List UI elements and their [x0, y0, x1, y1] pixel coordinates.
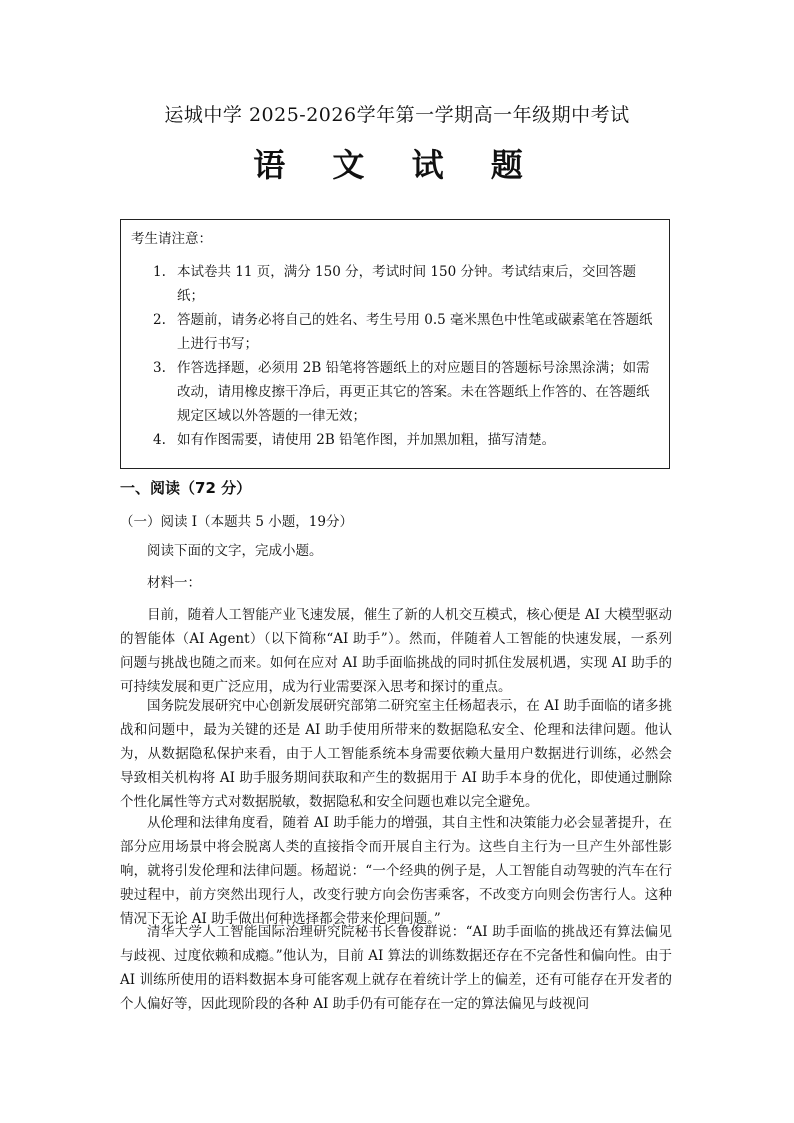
- reading-instruction: 阅读下面的文字，完成小题。: [147, 543, 323, 559]
- notice-item-text: 本试卷共 11 页，满分 150 分，考试时间 150 分钟。考试结束后，交回答题纸；: [177, 264, 636, 304]
- notice-item: [131, 260, 659, 308]
- notice-item: [131, 308, 659, 356]
- notice-item-number: 4.: [153, 432, 166, 448]
- notice-item: [131, 428, 659, 452]
- subject-title: 语 文 试 题: [253, 146, 541, 184]
- exam-title: 运城中学 2025-2026学年第一学期高一年级期中考试: [164, 104, 630, 126]
- notice-heading: 考生请注意：: [131, 231, 212, 247]
- notice-item-text: 作答选择题，必须用 2B 铅笔将答题纸上的对应题目的答题标号涂黑涂满；如需改动，请用橡皮擦干净后，再更正其它的答案。未在答题纸上作答的、在答题纸规定区域以外答题的一律无效；: [177, 360, 650, 424]
- section-title: 一、阅读（72 分）: [120, 479, 252, 497]
- paragraph: 清华大学人工智能国际治理研究院秘书长鲁俊群说：“AI 助手面临的挑战还有算法偏见与歧视、过度依赖和成瘾。”他认为，目前 AI 算法的训练数据还存在不完备性和偏向性。由于 AI 训练所使用的语料数据本身可能客观上就存在着统计学上的偏差，还有可能存在开发者的个人偏好等，因此现阶段的各种 AI 助手仍有可能存在一定的算法偏见与歧视问: [120, 924, 672, 1012]
- sub-section-title: （一）阅读 I（本题共 5 小题，19分）: [120, 514, 353, 530]
- paragraph: 目前，随着人工智能产业飞速发展，催生了新的人机交互模式，核心便是 AI 大模型驱动的智能体（AI Agent）（以下简称“AI 助手”）。然而，伴随着人工智能的快速发展，一系列问题与挑战也随之而来。如何在应对 AI 助手面临挑战的同时抓住发展机遇，实现 AI 助手的可持续发展和更广泛应用，成为行业需要深入思考和探讨的重点。: [120, 607, 672, 695]
- notice-item: [131, 356, 659, 428]
- paragraph: 国务院发展研究中心创新发展研究部第二研究室主任杨超表示，在 AI 助手面临的诸多挑战和问题中，最为关键的还是 AI 助手使用所带来的数据隐私安全、伦理和法律问题。他认为，从数据隐私保护来看，由于人工智能系统本身需要依赖大量用户数据进行训练，必然会导致相关机构将 AI 助手服务期间获取和产生的数据用于 AI 助手本身的优化，即使通过删除个性化属性等方式对数据脱敏，数据隐私和安全问题也难以完全避免。: [120, 698, 672, 810]
- paragraph: 从伦理和法律角度看，随着 AI 助手能力的增强，其自主性和决策能力必会显著提升，在部分应用场景中将会脱离人类的直接指令而开展自主行为。这些自主行为一旦产生外部性影响，就将引发伦理和法律问题。杨超说：“一个经典的例子是，人工智能自动驾驶的汽车在行驶过程中，前方突然出现行人，改变行驶方向会伤害乘客，不改变方向则会伤害行人。这种情况下无论 AI 助手做出何种选择都会带来伦理问题。”: [120, 815, 672, 927]
- notice-item-number: 1.: [153, 264, 166, 280]
- notice-item-text: 如有作图需要，请使用 2B 铅笔作图，并加黑加粗，描写清楚。: [177, 432, 556, 448]
- notice-box: [120, 219, 670, 469]
- notice-item-number: 3.: [153, 360, 166, 376]
- notice-item-number: 2.: [153, 312, 166, 328]
- notice-item-text: 答题前，请务必将自己的姓名、考生号用 0.5 毫米黑色中性笔或碳素笔在答题纸上进行书写；: [177, 312, 653, 352]
- material-label: 材料一：: [147, 575, 201, 591]
